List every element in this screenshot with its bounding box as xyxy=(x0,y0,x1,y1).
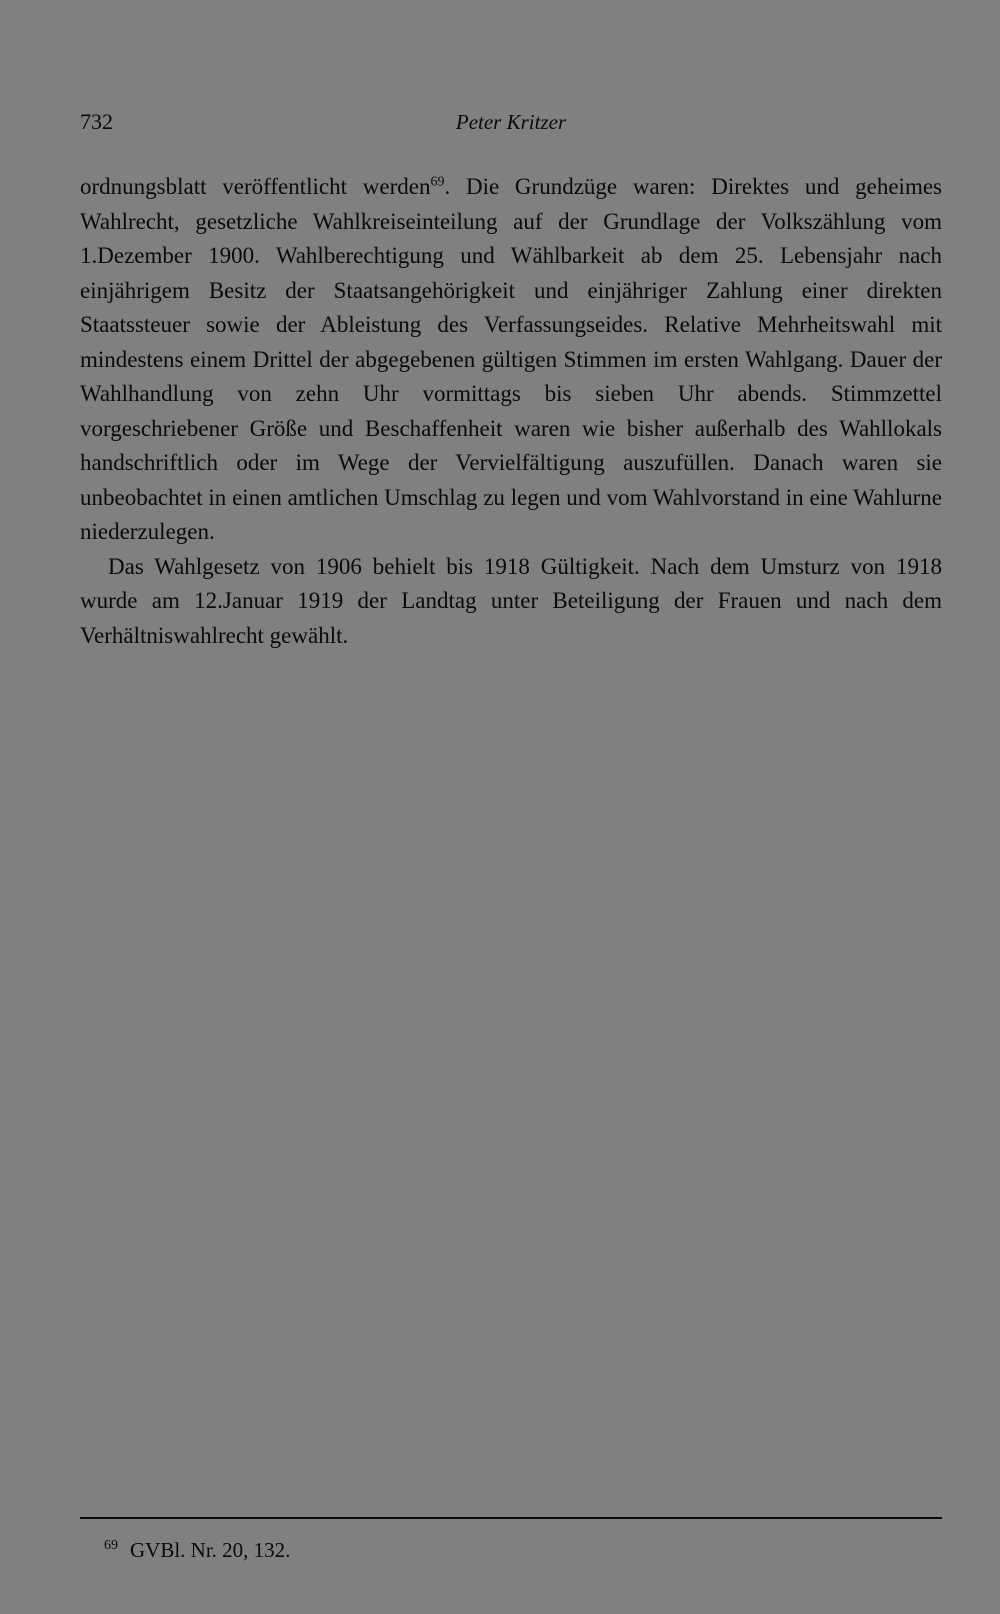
paragraph-1 xyxy=(80,170,942,550)
page-number: 732 xyxy=(80,109,113,134)
footnote-mark: 69 xyxy=(104,1538,118,1553)
body-text xyxy=(80,170,942,653)
footnote-reference[interactable]: 69 xyxy=(430,174,445,190)
paragraph-1-text-start: ordnungsblatt veröffentlicht werden xyxy=(80,174,431,199)
paragraph-2: Das Wahlgesetz von 1906 behielt bis 1918 Gültigkeit. Nach dem Umsturz von 1918 wurde am 12.Januar 1919 der Landtag unter Beteiligung der Frauen und nach dem Verhältniswahlrecht gewählt. xyxy=(80,553,942,648)
running-head-author: Peter Kritzer xyxy=(455,110,567,134)
footnote-text: GVBl. Nr. 20, 132. xyxy=(130,1538,291,1562)
paragraph-1-text-rest: . Die Grundzüge waren: Direktes und geheimes Wahlrecht, gesetzliche Wahlkreiseinteilung auf der Grundlage der Volkszählung vom 1.Dezember 1900. Wahlberechtigung und Wählbarkeit ab dem 25. Lebensjahr nach einjährigem Besitz der Staatsangehörigkeit und einjähriger Zahlung einer direkten Staatssteuer sowie der Ableistung des Verfassungseides. Relative Mehrheitswahl mit mindestens einem Drittel der abgegebenen gültigen Stimmen im ersten Wahlgang. Dauer der Wahlhandlung von zehn Uhr vormittags bis sieben Uhr abends. Stimmzettel vorgeschriebener Größe und Beschaffenheit waren wie bisher außerhalb des Wahllokals handschriftlich oder im Wege der Vervielfältigung auszufüllen. Danach waren sie unbeobachtet in einen amtlichen Umschlag zu legen und vom Wahlvorstand in eine Wahlurne niederzulegen. xyxy=(80,174,942,544)
footnote-divider xyxy=(80,1517,942,1519)
footnote xyxy=(104,1536,290,1564)
page-header xyxy=(80,104,942,140)
